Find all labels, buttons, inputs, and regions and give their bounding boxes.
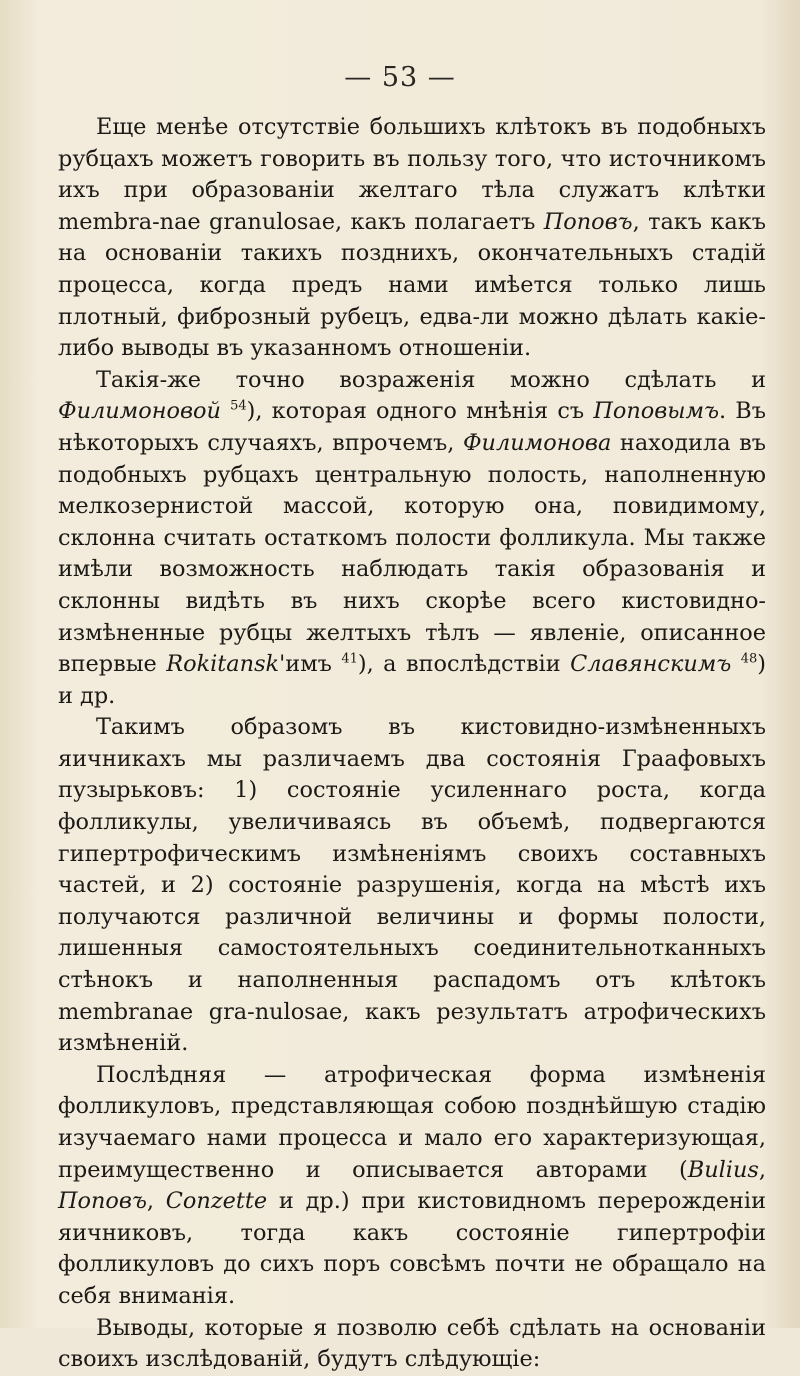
italic-name: Славянскимъ xyxy=(570,651,732,678)
text-run xyxy=(221,398,230,424)
text-run: . Въ нѣкоторыхъ случаяхъ, впрочемъ, xyxy=(58,398,767,456)
text-run: Такія-же точно возраженія можно сдѣлать и xyxy=(96,366,766,393)
text-run: находила въ подобныхъ рубцахъ центральную полость, наполненную мелкозернистой массой, которую она, повидимому, склонна считать остаткомъ полости фолликула. Мы также имѣли возможность наблюдать такія образованія и склонны видѣть въ нихъ скорѣе всего кистовидно-измѣненные рубцы желтыхъ тѣлъ — явленіе, описанное впервые xyxy=(58,429,766,678)
italic-name: Филимонова xyxy=(462,429,612,456)
text-run: Послѣдняя — атрофическая форма измѣненія фолликуловъ, представляющая собою позднѣйшую стадію изучаемаго нами процесса и мало его характеризующая, преимущественно и описывается авторами ( xyxy=(58,1061,766,1183)
text-run: , xyxy=(146,1188,166,1215)
italic-name: Филимоновой xyxy=(58,398,221,425)
reference-number: 41 xyxy=(341,651,358,667)
text-run: ), которая одного мнѣнія съ xyxy=(246,398,594,425)
text-run: , такъ какъ на основаніи такихъ позднихъ, окончательныхъ стадій процесса, когда предъ нами имѣется только лишь плотный, фиброзный рубецъ, едва-ли можно дѣлать какіе-либо выводы въ указанномъ отношеніи. xyxy=(58,208,766,362)
text-run: ), а впослѣдствіи xyxy=(357,651,571,678)
italic-name: Поповымъ xyxy=(593,398,719,425)
page-number: — 53 — xyxy=(344,62,456,93)
italic-name: Поповъ xyxy=(543,208,633,235)
text-run: Еще менѣе отсутствіе большихъ клѣтокъ въ подобныхъ рубцахъ можетъ говорить въ пользу того, что источникомъ ихъ при образованіи желтаго тѣла служатъ клѣтки membra-nae granulosae, какъ полагаетъ xyxy=(58,114,766,235)
text-run xyxy=(731,651,740,677)
reference-number: 54 xyxy=(230,398,247,414)
paragraph-1 xyxy=(58,112,766,365)
text-run: Выводы, которые я позволю себѣ сдѣлать на основаніи своихъ изслѣдованій, будутъ слѣдующіе: xyxy=(58,1314,766,1373)
text-run: и др.) при кистовидномъ перерожденіи яичниковъ, тогда какъ состояніе гипертрофіи фолликуловъ до сихъ поръ совсѣмъ почти не обращало на себя вниманія. xyxy=(58,1188,766,1309)
text-run: 'имъ xyxy=(279,651,342,678)
italic-name: Bulius xyxy=(687,1156,759,1183)
reference-number: 48 xyxy=(740,651,758,667)
text-run: ) и др. xyxy=(58,651,766,709)
italic-name: Conzette xyxy=(165,1188,268,1215)
italic-name: Rokitansk xyxy=(166,651,280,678)
text-run: , xyxy=(758,1156,766,1183)
body-text xyxy=(58,112,766,1376)
italic-name: Поповъ xyxy=(58,1188,147,1215)
paragraph-2 xyxy=(58,365,766,713)
paragraph-4 xyxy=(58,1060,766,1313)
paragraph-3 xyxy=(58,712,766,1060)
text-run: Такимъ образомъ въ кистовидно-измѣненныхъ яичникахъ мы различаемъ два состоянія Граафовыхъ пузырьковъ: 1) состояніе усиленнаго роста, когда фолликулы, увеличиваясь въ объемѣ, подвергаются гипертрофическимъ измѣненіямъ своихъ составныхъ частей, и 2) состояніе разрушенія, когда на мѣстѣ ихъ получаются различной величины и формы полости, лишенныя самостоятельныхъ соединительнотканныхъ стѣнокъ и наполненныя распадомъ отъ клѣтокъ membranae gra-nulosae, какъ результатъ атрофическихъ измѣненій. xyxy=(58,714,766,1057)
paragraph-5 xyxy=(58,1313,766,1376)
